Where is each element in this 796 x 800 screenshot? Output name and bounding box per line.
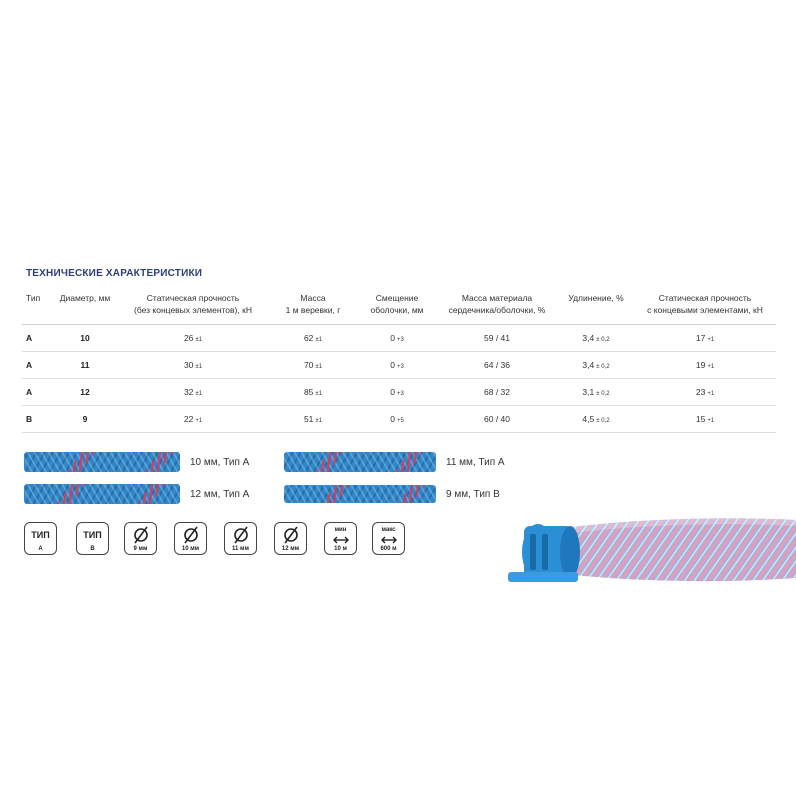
type-b-icon (76, 522, 109, 555)
table-row (22, 325, 776, 352)
max-length-icon-label: макс (381, 527, 396, 533)
table-row (22, 406, 776, 433)
header-core-sheath-ratio: Масса материала сердечника/оболочки, % (436, 290, 558, 325)
cell-mass: 51 ±1 (268, 406, 358, 433)
min-length-icon-value: 10 м (334, 546, 347, 552)
cell-elongation: 3,4 ± 0,2 (558, 352, 634, 379)
diameter-11-icon-value: 11 мм (232, 546, 249, 552)
max-length-icon (372, 522, 405, 555)
cell-core-sheath-ratio: 64 / 36 (436, 352, 558, 379)
cell-static-strength-with-ends: 23 +1 (634, 379, 776, 406)
rope-label-12mm: 12 мм, Тип А (190, 489, 250, 500)
cell-diameter: 12 (52, 379, 118, 406)
diameter-10-icon (174, 522, 207, 555)
section-title: ТЕХНИЧЕСКИЕ ХАРАКТЕРИСТИКИ (26, 268, 203, 279)
cell-mass: 70 ±1 (268, 352, 358, 379)
cell-sheath-shift: 0 +3 (358, 352, 436, 379)
cell-type: A (22, 379, 52, 406)
table-row (22, 379, 776, 406)
type-b-icon-label: ТИП (83, 530, 102, 540)
rope-sample-11mm (284, 452, 436, 472)
table-row (22, 352, 776, 379)
cell-type: A (22, 325, 52, 352)
rope-spool-image (508, 516, 796, 582)
type-a-icon-label: ТИП (31, 530, 50, 540)
table-header-row (22, 290, 776, 325)
cell-type: A (22, 352, 52, 379)
cell-static-strength-with-ends: 19 +1 (634, 352, 776, 379)
header-static-strength-with-ends: Статическая прочность с концевыми элементами, кН (634, 290, 776, 325)
rope-label-11mm: 11 мм, Тип А (446, 457, 505, 468)
rope-sample-12mm (24, 484, 180, 504)
type-b-icon-value: В (90, 546, 95, 552)
cell-core-sheath-ratio: 68 / 32 (436, 379, 558, 406)
cell-static-strength: 30 ±1 (118, 352, 268, 379)
type-a-icon-value: А (38, 546, 43, 552)
cell-sheath-shift: 0 +3 (358, 379, 436, 406)
diameter-12-icon (274, 522, 307, 555)
diameter-9-icon (124, 522, 157, 555)
specs-table (22, 290, 776, 433)
rope-sample-9mm (284, 485, 436, 503)
cell-diameter: 11 (52, 352, 118, 379)
cell-core-sheath-ratio: 60 / 40 (436, 406, 558, 433)
header-static-strength: Статическая прочность (без концевых элементов), кН (118, 290, 268, 325)
cell-sheath-shift: 0 +5 (358, 406, 436, 433)
type-a-icon (24, 522, 57, 555)
header-diameter: Диаметр, мм (52, 290, 118, 325)
cell-type: B (22, 406, 52, 433)
cell-elongation: 4,5 ± 0,2 (558, 406, 634, 433)
diameter-10-icon-value: 10 мм (181, 546, 200, 552)
max-length-icon-value: 600 м (380, 546, 397, 552)
min-length-icon (324, 522, 357, 555)
cell-elongation: 3,4 ± 0,2 (558, 325, 634, 352)
cell-static-strength-with-ends: 17 +1 (634, 325, 776, 352)
cell-elongation: 3,1 ± 0,2 (558, 379, 634, 406)
rope-sample-10mm (24, 452, 180, 472)
cell-static-strength: 22 +1 (118, 406, 268, 433)
cell-core-sheath-ratio: 59 / 41 (436, 325, 558, 352)
cell-static-strength: 32 ±1 (118, 379, 268, 406)
header-sheath-shift: Смещение оболочки, мм (358, 290, 436, 325)
diameter-9-icon-value: 9 мм (133, 546, 148, 552)
cell-diameter: 10 (52, 325, 118, 352)
diameter-11-icon (224, 522, 257, 555)
rope-label-9mm: 9 мм, Тип В (446, 489, 500, 500)
cell-diameter: 9 (52, 406, 118, 433)
cell-mass: 62 ±1 (268, 325, 358, 352)
min-length-icon-label: мин (334, 527, 347, 533)
header-mass: Масса 1 м веревки, г (268, 290, 358, 325)
cell-sheath-shift: 0 +3 (358, 325, 436, 352)
cell-static-strength: 26 ±1 (118, 325, 268, 352)
header-type: Тип (22, 290, 52, 325)
diameter-12-icon-value: 12 мм (281, 546, 300, 552)
cell-static-strength-with-ends: 15 +1 (634, 406, 776, 433)
cell-mass: 85 ±1 (268, 379, 358, 406)
rope-label-10mm: 10 мм, Тип А (190, 457, 250, 468)
header-elongation: Удлинение, % (558, 290, 634, 325)
